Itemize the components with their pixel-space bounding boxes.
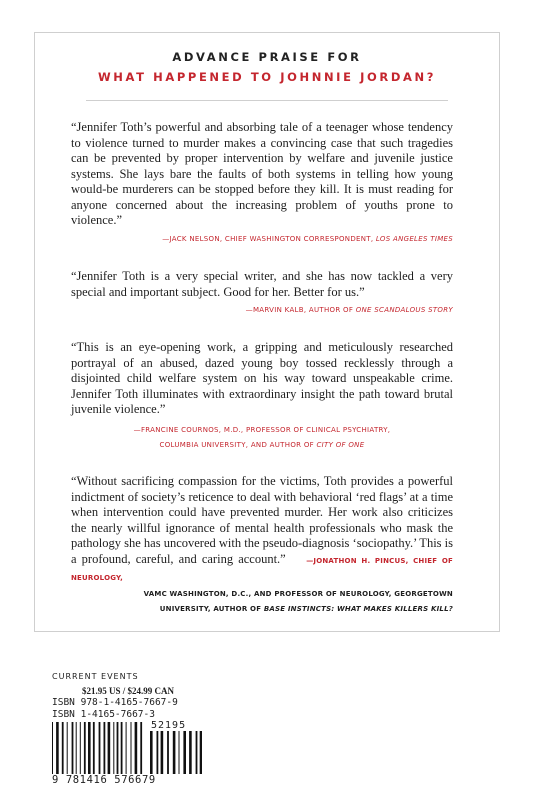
barcode-bar — [161, 731, 164, 774]
attribution-line-1: —FRANCINE COURNOS, M.D., PROFESSOR OF CLINICAL PSYCHIATRY, — [133, 425, 391, 434]
header-divider — [86, 100, 448, 101]
barcode-bar — [189, 731, 192, 774]
attribution-name: —JACK NELSON, CHIEF WASHINGTON CORRESPONDENT, — [162, 234, 376, 243]
isbn-10: ISBN 1-4165-7667-3 — [52, 709, 155, 720]
barcode-bar — [157, 731, 159, 774]
quote-text: “Without sacrificing compassion for the victims, Toth provides a powerful indictment of society’s reticence to deal with behavioral ‘red flags’ at a time when intervention could have prevented murder. Her work also criticizes the nearly willful ignorance of mental health professionals who mask the pathology she has uncovered with the pseudo-diagnosis ‘sociopathy.’ This is a profound, careful, and caring account.” —JONATHON H. PINCUS, CHIEF OF NEUROLOGY, — [71, 474, 454, 582]
barcode-bar — [121, 722, 123, 774]
barcode-bar — [150, 731, 153, 774]
barcode-bar — [183, 731, 186, 774]
quote-attribution — [71, 423, 453, 453]
quote-text: “Jennifer Toth is a very special writer, and she has now tackled a very special and important subject. Good for her. Better for us.” — [71, 269, 453, 299]
attribution-line-2: VAMC WASHINGTON, D.C., AND PROFESSOR OF NEUROLOGY, GEORGETOWN — [143, 589, 453, 598]
barcode-bar — [76, 722, 77, 774]
quote-attribution — [71, 232, 453, 247]
barcode-bar — [108, 722, 111, 774]
quote-text: “This is an eye-opening work, a gripping and meticulously researched portrayal of an abused, dazed young boy tossed recklessly through a disjointed child welfare system on his way toward unspeakable crime. Jennifer Toth illuminates with extraordinary insight the path toward brutal juvenile violence.” — [71, 340, 453, 416]
barcode-bar — [84, 722, 86, 774]
barcode-bar — [126, 722, 127, 774]
attribution-book-title: BASE INSTINCTS: WHAT MAKES KILLERS KILL? — [263, 605, 453, 613]
header-advance-praise: ADVANCE PRAISE FOR — [172, 50, 362, 64]
barcode-bar — [52, 722, 53, 774]
barcode-bar — [167, 731, 169, 774]
header-book-title: WHAT HAPPENED TO JOHNNIE JORDAN? — [98, 70, 436, 84]
attribution-publication: LOS ANGELES TIMES — [375, 234, 453, 243]
barcode-bar — [88, 722, 91, 774]
barcode-bar — [140, 722, 142, 774]
barcode-bar — [173, 731, 176, 774]
barcode-bar — [113, 722, 114, 774]
ean-barcode — [52, 722, 146, 774]
attribution-book-title: ONE SCANDALOUS STORY — [355, 306, 453, 314]
barcode-bar — [67, 722, 68, 774]
barcode-bar — [200, 731, 202, 774]
price-supplement-barcode — [150, 731, 202, 774]
praise-quote-pincus — [71, 474, 453, 618]
price-code-digits: 52195 — [151, 720, 187, 731]
barcode-bar — [56, 722, 59, 774]
quote-attribution-continued — [71, 587, 453, 618]
attribution-line-2: COLUMBIA UNIVERSITY, AND AUTHOR OF CITY OF ONE — [159, 440, 365, 449]
isbn-13: ISBN 978-1-4165-7667-9 — [52, 697, 178, 708]
praise-quote-cournos — [71, 340, 453, 453]
barcode-bar — [196, 731, 198, 774]
barcode-bar — [104, 722, 106, 774]
barcode-bar — [80, 722, 81, 774]
barcode-bar — [131, 722, 132, 774]
price-label: $21.95 US / $24.99 CAN — [82, 686, 175, 696]
barcode-bar — [117, 722, 119, 774]
barcode-bar — [99, 722, 101, 774]
barcode-bar — [93, 722, 95, 774]
attribution-book-title: CITY OF ONE — [316, 440, 365, 449]
barcode-digits: 9 781416 576679 — [52, 774, 156, 786]
barcode-bar — [135, 722, 138, 774]
attribution-name: —MARVIN KALB, AUTHOR OF — [245, 306, 356, 314]
praise-quote-nelson — [71, 120, 453, 247]
attribution-line-3: UNIVERSITY, AUTHOR OF BASE INSTINCTS: WHAT MAKES KILLERS KILL? — [159, 605, 453, 613]
praise-quote-kalb — [71, 269, 453, 318]
barcode-bar — [72, 722, 74, 774]
barcode-bar — [62, 722, 64, 774]
attribution-name: —JONATHON H. PINCUS, CHIEF OF NEUROLOGY, — [71, 556, 454, 582]
quote-attribution — [71, 303, 453, 318]
category-label: CURRENT EVENTS — [52, 672, 139, 681]
barcode-bar — [179, 731, 180, 774]
quote-text: “Jennifer Toth’s powerful and absorbing tale of a teenager whose tendency to violence turned to murder makes a convincing case that such tragedies can be prevented by proper intervention by welfare and juvenile justice systems. She lays bare the faults of both systems in telling how young would-be murderers can be stopped before they kill. It is must reading for anyone concerned about the increasing problem of youths prone to violence.” — [71, 120, 453, 227]
